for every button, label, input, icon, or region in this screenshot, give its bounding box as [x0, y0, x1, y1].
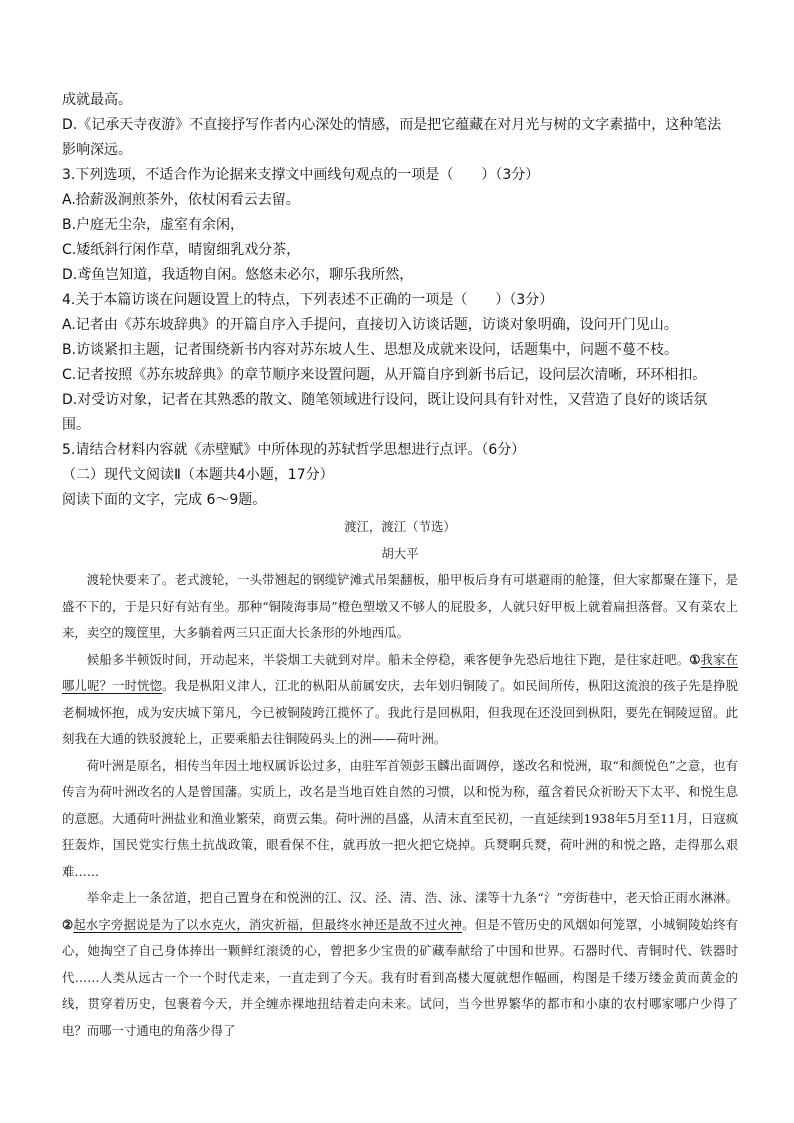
article-title: 渡江，渡江（节选）: [344, 519, 456, 534]
underlined-sentence: 我家在哪儿呢？一时恍惚: [62, 651, 739, 693]
article-paragraph: 荷叶洲是原名，相传当年因土地权属诉讼过多，由驻军首领彭玉麟出面调停，遂改名和悦洲，取“和颜悦色”之意，也有传言为荷叶洲改名的人是曾国藩。实质上，改名是当地百姓自然的习惯，以和悦为称，蕴含着民众祈盼天下太平、和悦生息的意愿。大通荷叶洲盐业和渔业繁荣，商贾云集。荷叶洲的昌盛，从清末直至民初，一直延续到1938年5月至11月，日寇疯狂轰炸，国民党实行焦土抗战政策，眼看保不住，就再放一把火把它烧掉。兵燹啊兵燹，荷叶洲的和悦之路，走得那么艰难……: [62, 757, 738, 879]
question-3: 3.下列选项，不适合作为论据来支撑文中画线句观点的一项是（ ）（3分）: [62, 167, 540, 183]
text-line: 围。: [62, 417, 90, 433]
paragraph-text: 举伞走上一条岔道，把自己置身在和悦洲的江、汉、泾、清、浩、泳、漾等十九条“氵”旁街巷中，老天恰正雨水淋淋。: [86, 890, 738, 905]
option-b: B.户庭无尘杂，虚室有余闲，: [62, 217, 245, 233]
underlined-sentence: 起水字旁据说是为了以水克火，消灾祈福，但最终水神还是敌不过火神: [73, 916, 463, 932]
section-heading: （二）现代文阅读Ⅱ（本题共4小题，17分）: [62, 467, 334, 483]
article-paragraph: [62, 885, 738, 1044]
question-4: 4.关于本篇访谈在问题设置上的特点，下列表述不正确的一项是（ ）（3分）: [62, 292, 554, 308]
paragraph-text: 候船多半顿饭时间，开动起来，半袋烟工夫就到对岸。船未全停稳，乘客便争先恐后地往下跑，是往家赶吧。: [86, 651, 690, 667]
paragraph-text: 。但是不管历史的风烟如何笼罩，小城铜陵始终有心，她掏空了自己身体捧出一颗鲜红滚烫的心，曾把多少宝贵的矿藏奉献给了中国和世界。石器时代、青铜时代、铁器时代……人类从远古一个一个时代走来，一直走到了今天。我有时看到高楼大厦就想作幅画，构图是千缕万缕金黄而黄金的线，贯穿着历史，包裹着今天，并全缠赤裸地扭结着走向未来。试问，当今世界繁华的都市和小康的农村哪家哪户少得了电？而哪一寸通电的角落少得了: [62, 916, 739, 1038]
text-line: 成就最高。: [62, 92, 132, 108]
option-a: A.拾薪汲涧煎茶外，依杖闲看云去留。: [62, 192, 300, 208]
article: [62, 514, 738, 1044]
option-a: A.记者由《苏东坡辞典》的开篇自序入手提问，直接切入访谈话题，访谈对象明确，设问开门见山。: [62, 317, 678, 333]
paragraph-text: 。我是枞阳义津人，江北的枞阳从前属安庆，去年划归铜陵了。如民间所传，枞阳这流浪的孩子先是挣脱老桐城怀抱，成为安庆城下第凡，今已被铜陵跨江揽怀了。我此行是回枞阳，但我现在还没回到枞阳，要先在铜陵逗留。此刻我在大通的铁驳渡轮上，正要乘船去往铜陵码头上的洲——荷叶洲。: [62, 678, 739, 746]
option-b: B.访谈紧扣主题，记者围绕新书内容对苏东坡人生、思想及成就来设问，话题集中，问题不蔓不枝。: [62, 342, 679, 358]
option-c: C.矮纸斜行闲作草，晴窗细乳戏分茶，: [62, 242, 301, 258]
article-paragraph: 渡轮快要来了。老式渡轮，一头带翘起的钢缆铲滩式吊架翻板，船甲板后身有可堪避雨的舱篷，但大家都聚在篷下，是盛不下的，于是只好有站有坐。那种“铜陵海事局”橙色塑墩又不够人的屁股多，人就只好甲板上就着扁担落督。又有菜农上来，卖空的篾筐里，大多躺着两三只正面大长条形的外地西瓜。: [62, 572, 738, 640]
option-d: D.鸢鱼岂知道，我适物自闲。悠悠未必尔，聊乐我所然，: [62, 267, 414, 283]
instruction: 阅读下面的文字，完成 6～9题。: [62, 492, 267, 508]
marker-number: ①: [689, 651, 701, 667]
option-d: D.对受访对象，记者在其熟悉的散文、随笔领域进行设问，既让设问具有针对性，又营造了良好的谈话氛: [62, 392, 708, 408]
option-c: C.记者按照《苏东坡辞典》的章节顺序来设置问题，从开篇自序到新书后记，设问层次清晰，环环相扣。: [62, 367, 707, 383]
marker-number: ②: [62, 916, 74, 932]
text-line: D.《记承天寺夜游》不直接抒写作者内心深处的情感，而是把它蕴藏在对月光与树的文字素描中，这种笔法: [62, 117, 722, 133]
article-paragraph: [62, 647, 738, 753]
question-5: 5.请结合材料内容就《赤壁赋》中所体现的苏轼哲学思想进行点评。（6分）: [62, 442, 526, 458]
text-line: 影响深远。: [62, 142, 132, 158]
article-author: 胡大平: [381, 545, 419, 561]
